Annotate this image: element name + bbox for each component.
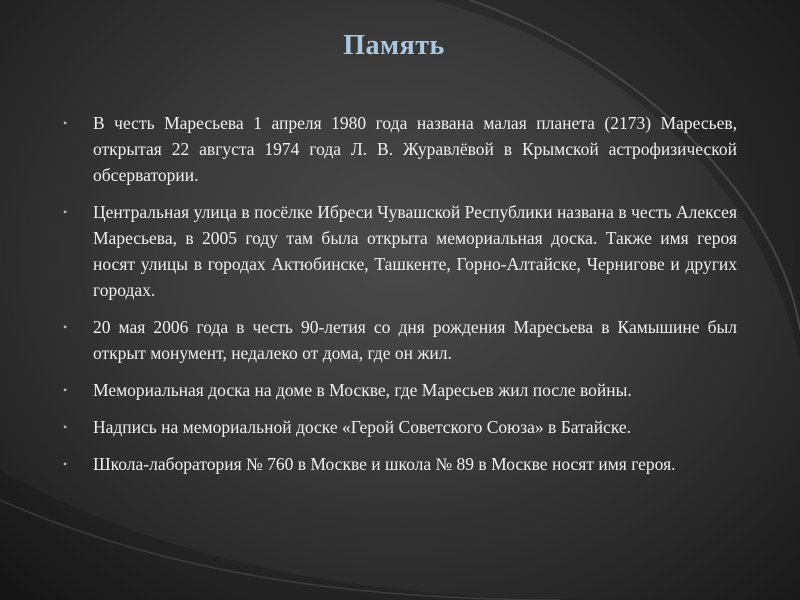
bullet-item <box>63 110 737 188</box>
bullet-text: В честь Маресьева 1 апреля 1980 года названа малая планета (2173) Маресьев, открытая 22 августа 1974 года Л. В. Журавлёвой в Крымской астрофизической обсерватории. <box>93 113 737 185</box>
bullet-text: Школа-лаборатория № 760 в Москве и школа № 89 в Москве носят имя героя. <box>93 454 676 474</box>
bullet-dot-icon: • <box>63 116 68 130</box>
bullet-item <box>63 377 737 403</box>
bullet-list <box>63 110 737 488</box>
bullet-item <box>63 314 737 366</box>
bullet-dot-icon: • <box>63 457 68 471</box>
bullet-dot-icon: • <box>63 320 68 334</box>
bullet-text: 20 мая 2006 года в честь 90-летия со дня рождения Маресьева в Камышине был открыт монумент, недалеко от дома, где он жил. <box>93 317 737 363</box>
bullet-dot-icon: • <box>63 205 68 219</box>
bullet-dot-icon: • <box>63 420 68 434</box>
bullet-item <box>63 414 737 440</box>
bullet-text: Центральная улица в посёлке Ибреси Чувашской Республики названа в честь Алексея Маресьева, в 2005 году там была открыта мемориальная доска. Также имя героя носят улицы в городах Актюбинске, Ташкенте, Горно-Алтайске, Чернигове и других городах. <box>93 202 737 300</box>
bullet-text: Мемориальная доска на доме в Москве, где Маресьев жил после войны. <box>93 380 632 400</box>
bullet-dot-icon: • <box>63 383 68 397</box>
slide-title: Память <box>343 30 445 61</box>
bullet-item <box>63 451 737 477</box>
bullet-text: Надпись на мемориальной доске «Герой Советского Союза» в Батайске. <box>93 417 632 437</box>
bullet-item <box>63 199 737 303</box>
